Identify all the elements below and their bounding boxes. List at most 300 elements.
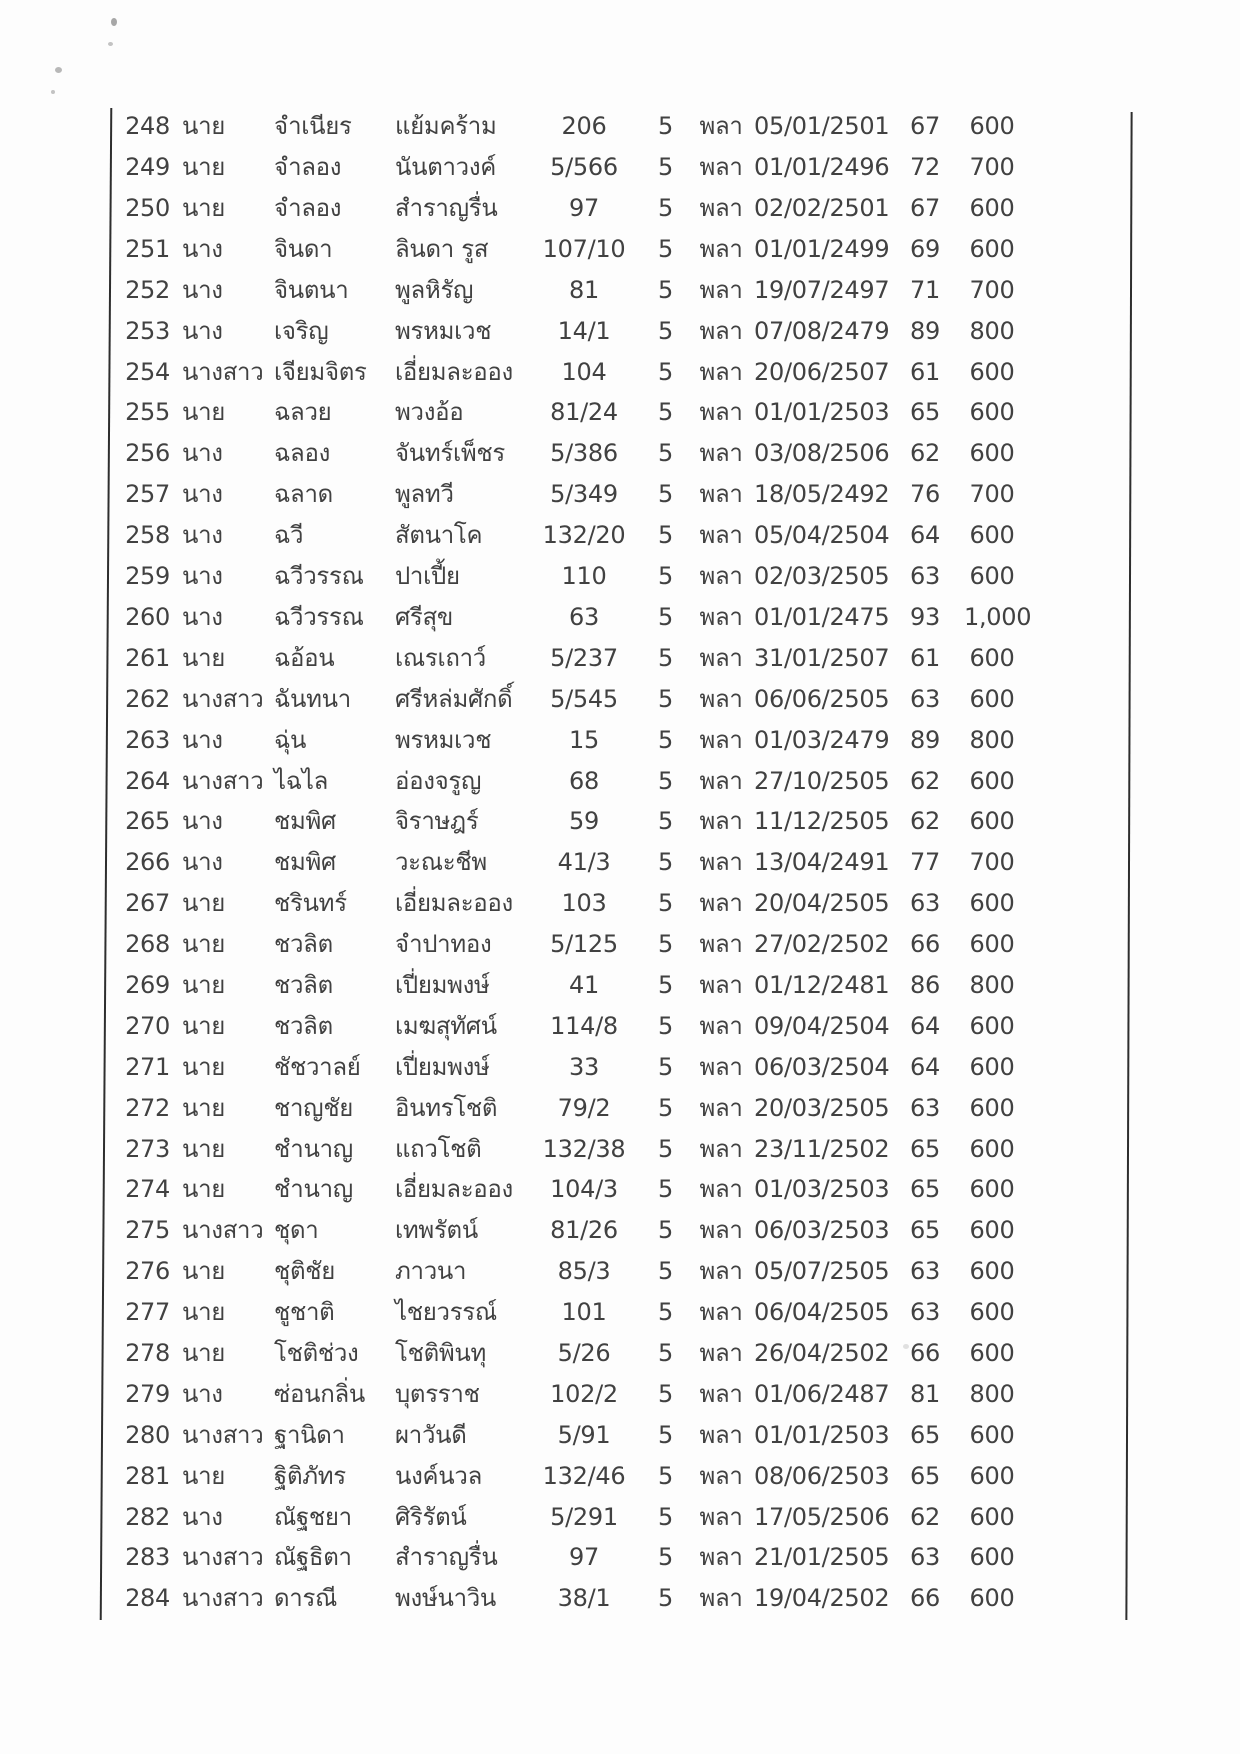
cell-row-number: 264 xyxy=(125,766,170,795)
cell-amount: 600 xyxy=(969,1257,1015,1286)
cell-age: 71 xyxy=(910,275,940,304)
cell-birth-date: 01/01/2475 xyxy=(754,602,890,631)
cell-subdistrict: พลา xyxy=(699,1175,743,1204)
cell-age: 62 xyxy=(910,1502,940,1531)
cell-moo-number: 5 xyxy=(658,602,673,631)
scan-speck xyxy=(51,90,55,94)
cell-age: 63 xyxy=(910,1543,940,1572)
cell-first-name: จินดา xyxy=(274,234,333,263)
cell-subdistrict: พลา xyxy=(699,398,743,427)
cell-house-number: 5/386 xyxy=(550,439,618,468)
cell-first-name: จินตนา xyxy=(274,275,349,304)
cell-title-prefix: นาง xyxy=(182,562,223,591)
cell-subdistrict: พลา xyxy=(699,1298,743,1327)
table-row xyxy=(104,556,1020,597)
cell-row-number: 254 xyxy=(125,357,170,386)
cell-moo-number: 5 xyxy=(658,1502,673,1531)
cell-age: 64 xyxy=(910,521,940,550)
cell-last-name: สำราญรื่น xyxy=(395,194,498,223)
cell-age: 62 xyxy=(910,807,940,836)
cell-last-name: เปี่ยมพงษ์ xyxy=(395,1052,490,1081)
cell-moo-number: 5 xyxy=(658,316,673,345)
cell-subdistrict: พลา xyxy=(699,1584,743,1613)
cell-amount: 600 xyxy=(969,1461,1015,1490)
cell-last-name: พรหมเวช xyxy=(395,725,492,754)
cell-first-name: โชติช่วง xyxy=(274,1338,359,1367)
cell-row-number: 272 xyxy=(125,1093,170,1122)
cell-last-name: แถวโชติ xyxy=(395,1134,482,1163)
cell-moo-number: 5 xyxy=(658,521,673,550)
cell-first-name: ชาญชัย xyxy=(274,1093,354,1122)
scan-speck xyxy=(111,18,117,26)
cell-age: 63 xyxy=(910,1093,940,1122)
cell-age: 89 xyxy=(910,725,940,754)
cell-age: 89 xyxy=(910,316,940,345)
cell-house-number: 59 xyxy=(569,807,599,836)
cell-last-name: เมฆสุทัศน์ xyxy=(395,1011,497,1040)
cell-house-number: 5/545 xyxy=(550,684,618,713)
cell-last-name: จำปาทอง xyxy=(395,930,492,959)
cell-age: 65 xyxy=(910,1216,940,1245)
cell-birth-date: 02/03/2505 xyxy=(754,562,890,591)
table-row xyxy=(104,474,1020,515)
table-row xyxy=(104,597,1032,638)
cell-row-number: 255 xyxy=(125,398,170,427)
cell-first-name: ดารณี xyxy=(274,1584,338,1613)
table-row xyxy=(104,760,1020,801)
cell-house-number: 15 xyxy=(569,725,599,754)
cell-birth-date: 27/02/2502 xyxy=(754,930,890,959)
cell-title-prefix: นาย xyxy=(182,1011,226,1040)
cell-row-number: 270 xyxy=(125,1011,170,1040)
cell-age: 61 xyxy=(910,357,940,386)
cell-title-prefix: นาง xyxy=(182,848,223,877)
cell-title-prefix: นาย xyxy=(182,1461,226,1490)
cell-moo-number: 5 xyxy=(658,643,673,672)
cell-birth-date: 07/08/2479 xyxy=(754,316,890,345)
cell-row-number: 251 xyxy=(125,234,170,263)
cell-birth-date: 23/11/2502 xyxy=(754,1134,890,1163)
cell-last-name: เณรเถาว์ xyxy=(395,643,486,672)
cell-birth-date: 26/04/2502 xyxy=(754,1338,890,1367)
table-row xyxy=(104,1537,1020,1578)
cell-age: 65 xyxy=(910,398,940,427)
cell-age: 65 xyxy=(910,1134,940,1163)
cell-amount: 600 xyxy=(969,684,1015,713)
cell-age: 63 xyxy=(910,1257,940,1286)
cell-last-name: ภาวนา xyxy=(395,1257,467,1286)
cell-age: 67 xyxy=(910,194,940,223)
cell-house-number: 97 xyxy=(569,194,599,223)
cell-moo-number: 5 xyxy=(658,1011,673,1040)
cell-subdistrict: พลา xyxy=(699,1093,743,1122)
cell-title-prefix: นาง xyxy=(182,521,223,550)
cell-row-number: 279 xyxy=(125,1379,170,1408)
cell-title-prefix: นาย xyxy=(182,930,226,959)
cell-moo-number: 5 xyxy=(658,1216,673,1245)
cell-last-name: สัตนาโค xyxy=(395,521,483,550)
cell-moo-number: 5 xyxy=(658,807,673,836)
cell-last-name: ปาเปี้ย xyxy=(395,562,460,591)
table-row xyxy=(104,638,1020,679)
cell-amount: 700 xyxy=(969,480,1015,509)
cell-subdistrict: พลา xyxy=(699,1502,743,1531)
cell-first-name: ณัฐธิตา xyxy=(274,1543,352,1572)
cell-first-name: ชำนาญ xyxy=(274,1175,353,1204)
cell-house-number: 14/1 xyxy=(557,316,611,345)
cell-first-name: ซ่อนกลิ่น xyxy=(274,1379,365,1408)
cell-amount: 600 xyxy=(969,439,1015,468)
cell-house-number: 104 xyxy=(561,357,607,386)
cell-moo-number: 5 xyxy=(658,562,673,591)
cell-moo-number: 5 xyxy=(658,480,673,509)
cell-row-number: 268 xyxy=(125,930,170,959)
cell-first-name: ฐิติภัทร xyxy=(274,1461,346,1490)
cell-row-number: 256 xyxy=(125,439,170,468)
table-row xyxy=(104,515,1020,556)
cell-last-name: นันตาวงค์ xyxy=(395,153,497,182)
cell-amount: 800 xyxy=(969,725,1015,754)
cell-first-name: ฉอ้อน xyxy=(274,643,335,672)
cell-moo-number: 5 xyxy=(658,153,673,182)
cell-row-number: 280 xyxy=(125,1420,170,1449)
cell-subdistrict: พลา xyxy=(699,439,743,468)
table-row xyxy=(104,1251,1020,1292)
cell-row-number: 284 xyxy=(125,1584,170,1613)
cell-subdistrict: พลา xyxy=(699,889,743,918)
cell-first-name: เจริญ xyxy=(274,316,329,345)
cell-amount: 600 xyxy=(969,1543,1015,1572)
cell-birth-date: 08/06/2503 xyxy=(754,1461,890,1490)
cell-row-number: 273 xyxy=(125,1134,170,1163)
cell-amount: 600 xyxy=(969,357,1015,386)
cell-age: 76 xyxy=(910,480,940,509)
cell-birth-date: 01/12/2481 xyxy=(754,970,890,999)
cell-subdistrict: พลา xyxy=(699,1420,743,1449)
cell-row-number: 258 xyxy=(125,521,170,550)
cell-first-name: ฉวีวรรณ xyxy=(274,562,364,591)
cell-first-name: จำเนียร xyxy=(274,112,352,141)
cell-row-number: 250 xyxy=(125,194,170,223)
cell-birth-date: 02/02/2501 xyxy=(754,194,890,223)
cell-subdistrict: พลา xyxy=(699,1379,743,1408)
cell-moo-number: 5 xyxy=(658,684,673,713)
cell-row-number: 271 xyxy=(125,1052,170,1081)
cell-moo-number: 5 xyxy=(658,1175,673,1204)
table-row xyxy=(104,965,1020,1006)
cell-title-prefix: นาย xyxy=(182,1298,226,1327)
cell-subdistrict: พลา xyxy=(699,930,743,959)
cell-title-prefix: นางสาว xyxy=(182,357,264,386)
cell-subdistrict: พลา xyxy=(699,1338,743,1367)
cell-house-number: 41/3 xyxy=(557,848,611,877)
cell-house-number: 63 xyxy=(569,602,599,631)
cell-last-name: แย้มคร้าม xyxy=(395,112,497,141)
cell-amount: 600 xyxy=(969,1093,1015,1122)
table-row xyxy=(104,1374,1020,1415)
table-right-border-line xyxy=(1125,112,1132,1620)
cell-age: 62 xyxy=(910,766,940,795)
cell-first-name: ชำนาญ xyxy=(274,1134,353,1163)
cell-row-number: 275 xyxy=(125,1216,170,1245)
cell-last-name: ศรีสุข xyxy=(395,602,453,631)
cell-age: 66 xyxy=(910,1584,940,1613)
cell-first-name: ชรินทร์ xyxy=(274,889,347,918)
cell-last-name: สำราญรื่น xyxy=(395,1543,498,1572)
cell-house-number: 104/3 xyxy=(550,1175,618,1204)
cell-house-number: 97 xyxy=(569,1543,599,1572)
cell-house-number: 107/10 xyxy=(542,234,626,263)
cell-birth-date: 09/04/2504 xyxy=(754,1011,890,1040)
cell-amount: 1,000 xyxy=(964,602,1032,631)
cell-amount: 800 xyxy=(969,316,1015,345)
cell-birth-date: 27/10/2505 xyxy=(754,766,890,795)
cell-birth-date: 05/07/2505 xyxy=(754,1257,890,1286)
cell-last-name: จิราษฎร์ xyxy=(395,807,479,836)
cell-house-number: 81/24 xyxy=(550,398,618,427)
cell-title-prefix: นาย xyxy=(182,1257,226,1286)
cell-first-name: จำลอง xyxy=(274,194,342,223)
cell-moo-number: 5 xyxy=(658,1420,673,1449)
cell-house-number: 5/566 xyxy=(550,153,618,182)
table-row xyxy=(104,1006,1020,1047)
cell-age: 66 xyxy=(910,1338,940,1367)
cell-subdistrict: พลา xyxy=(699,848,743,877)
cell-subdistrict: พลา xyxy=(699,643,743,672)
table-row xyxy=(104,1292,1020,1333)
cell-title-prefix: นาย xyxy=(182,1093,226,1122)
table-row xyxy=(104,842,1020,883)
cell-subdistrict: พลา xyxy=(699,1011,743,1040)
cell-title-prefix: นาง xyxy=(182,725,223,754)
cell-age: 77 xyxy=(910,848,940,877)
cell-birth-date: 13/04/2491 xyxy=(754,848,890,877)
cell-title-prefix: นาง xyxy=(182,602,223,631)
cell-birth-date: 11/12/2505 xyxy=(754,807,890,836)
cell-age: 63 xyxy=(910,1298,940,1327)
table-row xyxy=(104,106,1020,147)
cell-birth-date: 06/04/2505 xyxy=(754,1298,890,1327)
cell-house-number: 132/20 xyxy=(542,521,626,550)
cell-age: 93 xyxy=(910,602,940,631)
cell-subdistrict: พลา xyxy=(699,275,743,304)
scan-speck xyxy=(903,1344,909,1349)
cell-house-number: 132/46 xyxy=(542,1461,626,1490)
cell-birth-date: 06/03/2503 xyxy=(754,1216,890,1245)
cell-last-name: ผาวันดี xyxy=(395,1420,467,1449)
cell-amount: 600 xyxy=(969,1502,1015,1531)
cell-title-prefix: นางสาว xyxy=(182,1584,264,1613)
cell-amount: 700 xyxy=(969,153,1015,182)
cell-title-prefix: นาง xyxy=(182,275,223,304)
scan-speck xyxy=(55,67,62,73)
cell-moo-number: 5 xyxy=(658,766,673,795)
cell-last-name: พงษ์นาวิน xyxy=(395,1584,497,1613)
table-row xyxy=(104,433,1020,474)
table-row xyxy=(104,147,1020,188)
cell-last-name: พวงอ้อ xyxy=(395,398,464,427)
cell-title-prefix: นาย xyxy=(182,1052,226,1081)
cell-amount: 800 xyxy=(969,1379,1015,1408)
cell-last-name: เปี่ยมพงษ์ xyxy=(395,970,490,999)
cell-subdistrict: พลา xyxy=(699,1257,743,1286)
cell-age: 64 xyxy=(910,1011,940,1040)
cell-house-number: 81 xyxy=(569,275,599,304)
cell-subdistrict: พลา xyxy=(699,153,743,182)
cell-first-name: ชุติชัย xyxy=(274,1257,336,1286)
table-row xyxy=(104,924,1020,965)
cell-title-prefix: นาง xyxy=(182,439,223,468)
cell-birth-date: 03/08/2506 xyxy=(754,439,890,468)
cell-subdistrict: พลา xyxy=(699,316,743,345)
cell-house-number: 33 xyxy=(569,1052,599,1081)
cell-moo-number: 5 xyxy=(658,1052,673,1081)
cell-age: 69 xyxy=(910,234,940,263)
cell-row-number: 266 xyxy=(125,848,170,877)
cell-subdistrict: พลา xyxy=(699,1052,743,1081)
cell-age: 86 xyxy=(910,970,940,999)
cell-last-name: จันทร์เพ็ชร xyxy=(395,439,505,468)
cell-birth-date: 21/01/2505 xyxy=(754,1543,890,1572)
cell-first-name: ฐานิดา xyxy=(274,1420,345,1449)
cell-birth-date: 05/01/2501 xyxy=(754,112,890,141)
cell-amount: 600 xyxy=(969,1052,1015,1081)
cell-subdistrict: พลา xyxy=(699,970,743,999)
cell-birth-date: 20/03/2505 xyxy=(754,1093,890,1122)
cell-amount: 600 xyxy=(969,1584,1015,1613)
table-row xyxy=(104,719,1020,760)
cell-first-name: ชมพิศ xyxy=(274,848,336,877)
cell-first-name: ชัชวาลย์ xyxy=(274,1052,361,1081)
cell-house-number: 85/3 xyxy=(557,1257,611,1286)
cell-house-number: 101 xyxy=(561,1298,607,1327)
cell-house-number: 79/2 xyxy=(557,1093,611,1122)
scan-speck xyxy=(108,42,113,46)
cell-last-name: เทพรัตน์ xyxy=(395,1216,478,1245)
cell-birth-date: 19/04/2502 xyxy=(754,1584,890,1613)
cell-amount: 600 xyxy=(969,521,1015,550)
cell-last-name: พูลหิรัญ xyxy=(395,275,474,304)
cell-moo-number: 5 xyxy=(658,357,673,386)
cell-birth-date: 20/04/2505 xyxy=(754,889,890,918)
cell-house-number: 5/349 xyxy=(550,480,618,509)
table-row xyxy=(104,270,1020,311)
cell-age: 72 xyxy=(910,153,940,182)
cell-first-name: ชวลิต xyxy=(274,1011,333,1040)
cell-title-prefix: นาย xyxy=(182,1338,226,1367)
cell-house-number: 5/291 xyxy=(550,1502,618,1531)
cell-house-number: 81/26 xyxy=(550,1216,618,1245)
cell-moo-number: 5 xyxy=(658,725,673,754)
cell-title-prefix: นางสาว xyxy=(182,1420,264,1449)
cell-first-name: จำลอง xyxy=(274,153,342,182)
cell-first-name: ชวลิต xyxy=(274,930,333,959)
cell-title-prefix: นางสาว xyxy=(182,1216,264,1245)
cell-title-prefix: นาย xyxy=(182,1175,226,1204)
cell-age: 65 xyxy=(910,1461,940,1490)
cell-first-name: ฉลาด xyxy=(274,480,333,509)
cell-row-number: 269 xyxy=(125,970,170,999)
cell-row-number: 260 xyxy=(125,602,170,631)
cell-amount: 600 xyxy=(969,112,1015,141)
cell-birth-date: 01/03/2479 xyxy=(754,725,890,754)
cell-row-number: 249 xyxy=(125,153,170,182)
cell-last-name: ศิริรัตน์ xyxy=(395,1502,467,1531)
cell-birth-date: 18/05/2492 xyxy=(754,480,890,509)
cell-house-number: 132/38 xyxy=(542,1134,626,1163)
cell-title-prefix: นางสาว xyxy=(182,766,264,795)
cell-last-name: อ่องจรูญ xyxy=(395,766,482,795)
cell-last-name: ศรีหล่มศักดิ์ xyxy=(395,684,513,713)
cell-moo-number: 5 xyxy=(658,1257,673,1286)
cell-row-number: 282 xyxy=(125,1502,170,1531)
cell-amount: 600 xyxy=(969,766,1015,795)
cell-amount: 600 xyxy=(969,889,1015,918)
cell-moo-number: 5 xyxy=(658,1379,673,1408)
cell-amount: 600 xyxy=(969,398,1015,427)
cell-row-number: 278 xyxy=(125,1338,170,1367)
cell-birth-date: 01/03/2503 xyxy=(754,1175,890,1204)
cell-moo-number: 5 xyxy=(658,970,673,999)
cell-title-prefix: นาย xyxy=(182,398,226,427)
cell-amount: 600 xyxy=(969,643,1015,672)
cell-age: 61 xyxy=(910,643,940,672)
cell-subdistrict: พลา xyxy=(699,602,743,631)
cell-moo-number: 5 xyxy=(658,889,673,918)
cell-row-number: 257 xyxy=(125,480,170,509)
cell-moo-number: 5 xyxy=(658,234,673,263)
cell-moo-number: 5 xyxy=(658,848,673,877)
cell-amount: 600 xyxy=(969,1338,1015,1367)
cell-first-name: ไฉไล xyxy=(274,766,328,795)
cell-last-name: เอี่ยมละออง xyxy=(395,357,513,386)
cell-amount: 600 xyxy=(969,1216,1015,1245)
cell-title-prefix: นาย xyxy=(182,970,226,999)
cell-first-name: ฉลวย xyxy=(274,398,332,427)
cell-amount: 700 xyxy=(969,848,1015,877)
cell-moo-number: 5 xyxy=(658,1584,673,1613)
cell-birth-date: 01/01/2499 xyxy=(754,234,890,263)
cell-row-number: 248 xyxy=(125,112,170,141)
cell-last-name: พรหมเวช xyxy=(395,316,492,345)
cell-age: 65 xyxy=(910,1175,940,1204)
table-row xyxy=(104,1455,1020,1496)
cell-subdistrict: พลา xyxy=(699,807,743,836)
cell-subdistrict: พลา xyxy=(699,725,743,754)
cell-first-name: ฉวีวรรณ xyxy=(274,602,364,631)
cell-subdistrict: พลา xyxy=(699,766,743,795)
cell-subdistrict: พลา xyxy=(699,480,743,509)
cell-moo-number: 5 xyxy=(658,398,673,427)
cell-amount: 600 xyxy=(969,1011,1015,1040)
table-row xyxy=(104,229,1020,270)
cell-first-name: ณัฐชยา xyxy=(274,1502,352,1531)
cell-moo-number: 5 xyxy=(658,1298,673,1327)
cell-title-prefix: นาง xyxy=(182,480,223,509)
cell-house-number: 5/237 xyxy=(550,643,618,672)
cell-subdistrict: พลา xyxy=(699,357,743,386)
table-row xyxy=(104,801,1020,842)
cell-first-name: ฉลอง xyxy=(274,439,330,468)
cell-amount: 600 xyxy=(969,1134,1015,1163)
cell-house-number: 68 xyxy=(569,766,599,795)
cell-age: 67 xyxy=(910,112,940,141)
cell-row-number: 283 xyxy=(125,1543,170,1572)
cell-title-prefix: นางสาว xyxy=(182,684,264,713)
cell-amount: 600 xyxy=(969,234,1015,263)
cell-amount: 600 xyxy=(969,1298,1015,1327)
cell-row-number: 261 xyxy=(125,643,170,672)
